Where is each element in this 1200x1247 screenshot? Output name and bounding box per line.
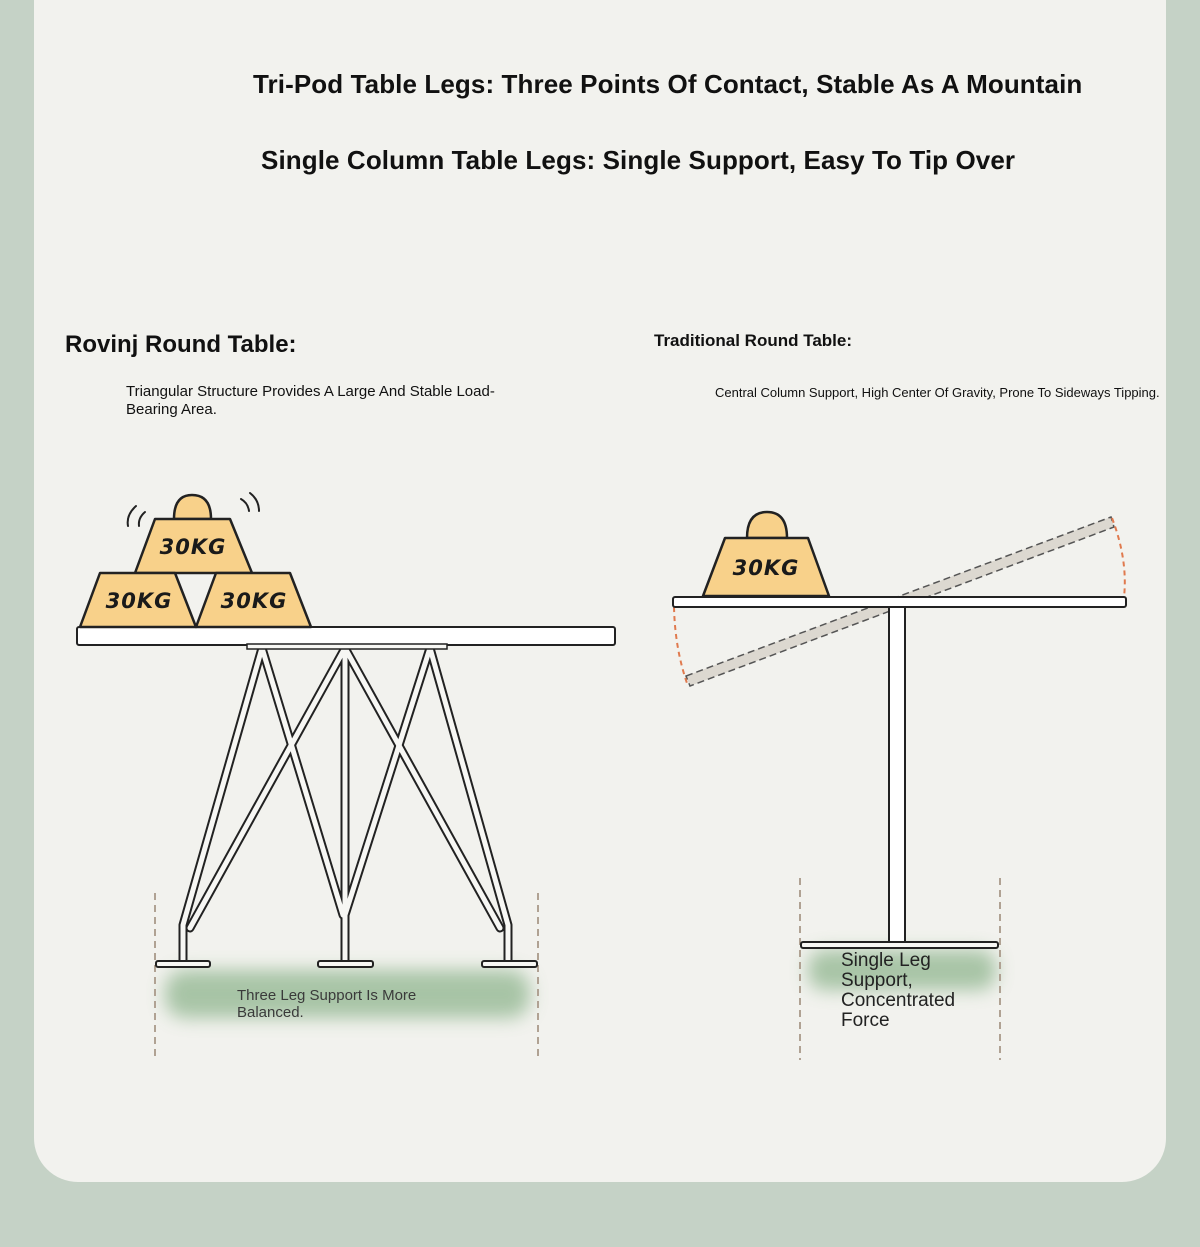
- weight-bottom-left: [80, 573, 196, 627]
- tripod-foot-right: [482, 961, 537, 967]
- tripod-caption: Three Leg Support Is More Balanced.: [237, 987, 417, 1021]
- tripod-table-illustration: [77, 493, 615, 1060]
- single-column-headline: Single Column Table Legs: Single Support, Easy To Tip Over: [261, 145, 1016, 175]
- traditional-table-description: Central Column Support, High Center Of Gravity, Prone To Sideways Tipping.: [715, 385, 1160, 400]
- tripod-foot-left: [156, 961, 210, 967]
- tripod-headline: Tri-Pod Table Legs: Three Points Of Contact, Stable As A Mountain: [253, 69, 1083, 99]
- tripod-tabletop: [77, 627, 615, 645]
- tilt-arc-right: [1112, 518, 1125, 597]
- tripod-legs: [183, 648, 508, 962]
- weight-bottom-left-label: 30KG: [105, 589, 173, 613]
- rovinj-table-title: Rovinj Round Table:: [65, 331, 297, 358]
- single-weight-label: 30KG: [732, 556, 800, 580]
- single-weight: [703, 512, 829, 596]
- weight-bottom-right: [196, 573, 311, 627]
- tripod-foot-center: [318, 961, 373, 967]
- weight-top-label: 30KG: [159, 535, 227, 559]
- single-tabletop: [673, 597, 1126, 607]
- weight-bottom-right-label: 30KG: [220, 589, 288, 613]
- single-column: [889, 607, 905, 944]
- rovinj-table-description: Triangular Structure Provides A Large And Stable Load-Bearing Area.: [126, 383, 495, 418]
- tilt-arc-left: [674, 607, 688, 686]
- traditional-table-title: Traditional Round Table:: [654, 331, 853, 350]
- single-column-caption: Single Leg Support, Concentrated Force: [841, 950, 956, 1031]
- single-column-base: [801, 942, 998, 948]
- weight-top: [135, 495, 252, 573]
